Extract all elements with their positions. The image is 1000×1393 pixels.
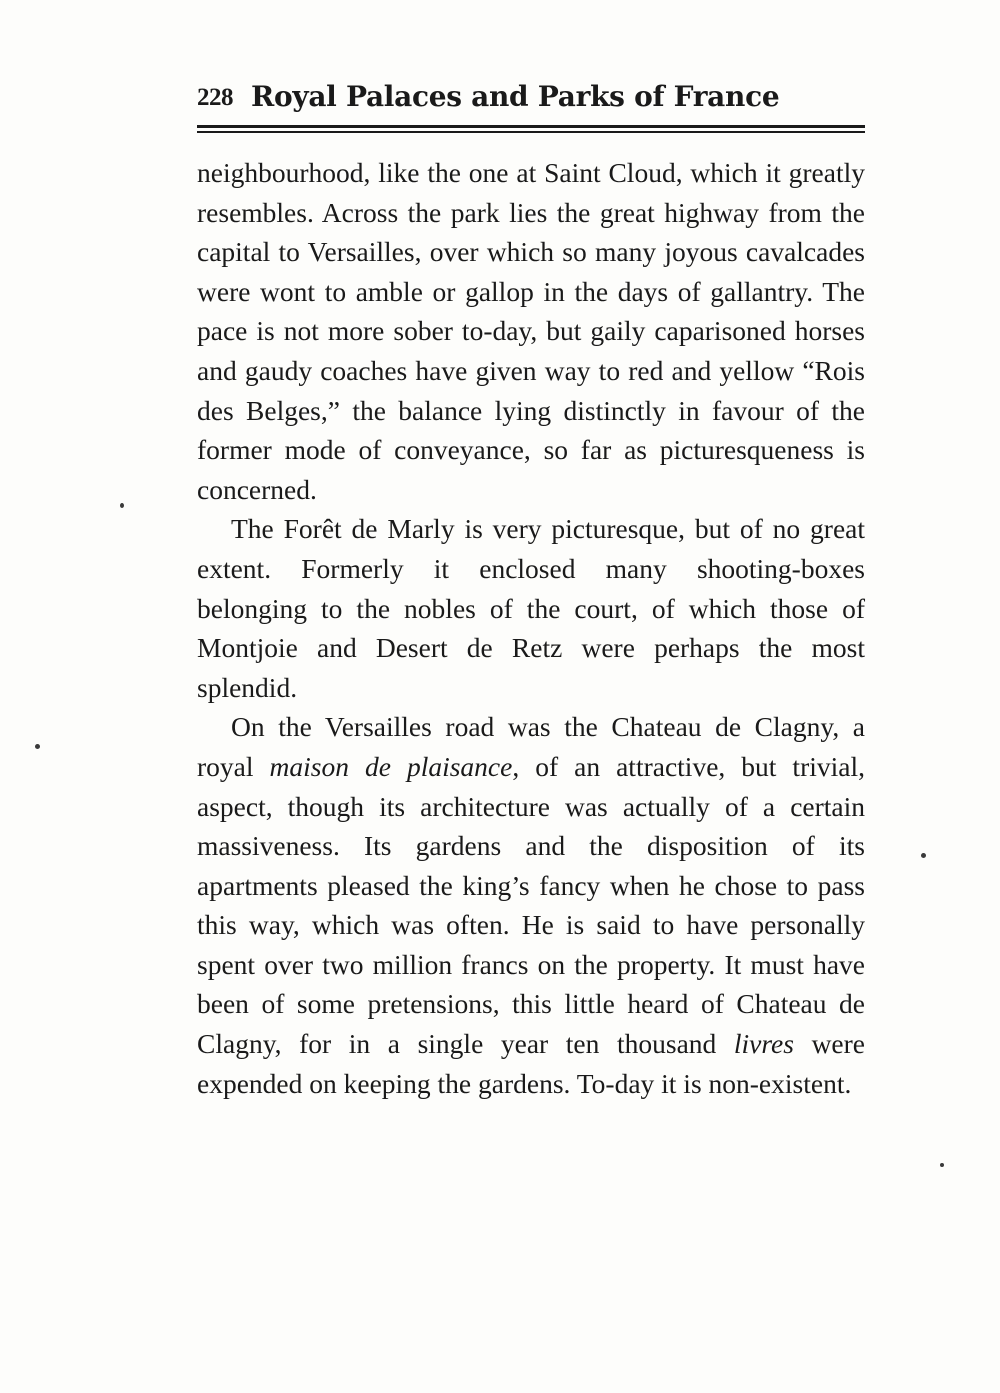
body-paragraph: [197, 707, 865, 1103]
text-run: On the Versailles road was the Chateau de Clagny, a royal: [197, 711, 865, 782]
page-speck: [35, 744, 40, 749]
page-speck: [940, 1163, 944, 1167]
emphasis-text: maison de plaisance: [269, 750, 513, 782]
header-rule: [197, 125, 865, 133]
emphasis-text: livres: [733, 1028, 794, 1060]
text-run: The Forêt de Marly is very picturesque, but of no great extent. Formerly it enclosed many shooting-boxes belonging to the nobles of the court, of which those of Montjoie and Desert de Retz were perhaps the most splendid.: [197, 513, 865, 703]
body-paragraph: [197, 509, 865, 707]
page-speck: [120, 503, 124, 508]
text-run: , of an attractive, but trivial, aspect, though its architecture was actually of a certain massiveness. Its gardens and the disposition of its apartments pleased the king’s fancy when he chose to pass this way, which was often. He is said to have personally spent over two million francs on the property. It must have been of some pretensions, this little heard of Chateau de Clagny, for in a single year ten thousand: [197, 750, 865, 1060]
body-paragraph: [197, 153, 865, 509]
running-title: Royal Palaces and Parks of France: [251, 80, 780, 113]
text-run: were expended on keeping the gardens. To-day it is non-existent.: [197, 1028, 865, 1099]
body-text: [197, 153, 865, 1103]
page-speck: [921, 853, 926, 858]
text-run: neighbourhood, like the one at Saint Cloud, which it greatly resembles. Across the park lies the great highway from the capital to Versailles, over which so many joyous cavalcades were wont to amble or gallop in the days of gallantry. The pace is not more sober to-day, but gaily caparisoned horses and gaudy coaches have given way to red and yellow “Rois des Belges,” the balance lying distinctly in favour of the former mode of conveyance, so far as picturesqueness is concerned.: [197, 157, 865, 505]
page-number: 228: [197, 84, 233, 111]
page-content: [197, 80, 865, 1103]
running-head: [197, 80, 865, 113]
